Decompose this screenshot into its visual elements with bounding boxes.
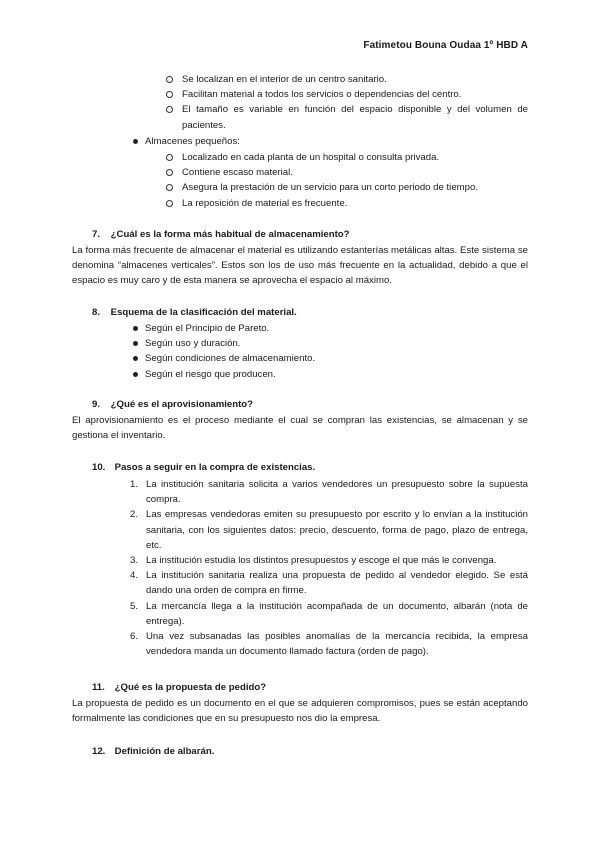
section-11-body: La propuesta de pedido es un documento en el que se adquieren compromisos, pues se están aceptando formalmente las condiciones que en su presupuesto nos dio la empresa. bbox=[72, 698, 528, 725]
purchase-steps-list bbox=[130, 477, 528, 659]
small-stores-subitems bbox=[166, 150, 528, 211]
step-number: 1. bbox=[130, 479, 139, 490]
step-text: La institución estudia los distintos presupuestos y escoge el que más le convenga. bbox=[146, 555, 497, 567]
section-title: ¿Qué es el aprovisionamiento? bbox=[110, 399, 254, 410]
list-item: Según condiciones de almacenamiento. bbox=[133, 351, 528, 366]
section-12-heading bbox=[92, 744, 214, 759]
list-item: Se localizan en el interior de un centro sanitario. bbox=[166, 72, 528, 87]
section-number: 10. bbox=[92, 462, 106, 473]
section-title: ¿Qué es la propuesta de pedido? bbox=[114, 682, 267, 693]
section-title: Definición de albarán. bbox=[114, 746, 215, 757]
list-item bbox=[130, 507, 528, 553]
list-item: Asegura la prestación de un servicio para un corto periodo de tiempo. bbox=[166, 180, 528, 195]
step-text: La mercancía llega a la institución acompañada de un documento, albarán (nota de entrega). bbox=[146, 600, 528, 627]
list-item bbox=[130, 629, 528, 659]
author-header: Fatimetou Bouna Oudaa 1º HBD A bbox=[363, 40, 528, 51]
step-number: 5. bbox=[130, 600, 139, 612]
section-title: Pasos a seguir en la compra de existencias. bbox=[114, 462, 316, 473]
section-title: ¿Cuál es la forma más habitual de almacenamiento? bbox=[110, 229, 350, 240]
list-item bbox=[130, 599, 528, 629]
step-number: 2. bbox=[130, 509, 139, 521]
step-number: 3. bbox=[130, 555, 139, 567]
section-number: 8. bbox=[92, 307, 101, 318]
section-7-body: La forma más frecuente de almacenar el material es utilizando estanterías metálicas altas. Este sistema se denomina “almacenes verticales”. Estos son los de uso más frecuente en la actualidad, debido a que el espacio es muy caro y de esta manera se aprovecha el espacio al máximo. bbox=[72, 245, 528, 287]
list-item bbox=[130, 568, 528, 598]
step-number: 4. bbox=[130, 570, 139, 582]
section-9-heading bbox=[92, 397, 253, 412]
section-number: 12. bbox=[92, 746, 106, 757]
section-number: 11. bbox=[92, 682, 105, 693]
section-9-body: El aprovisionamiento es el proceso mediante el cual se compran las existencias, se almacenan y se gestiona el inventario. bbox=[72, 415, 528, 442]
step-text: La institución sanitaria realiza una propuesta de pedido al vendedor elegido. Se está dando una orden de compra en firme. bbox=[146, 570, 528, 597]
section-7-heading bbox=[92, 227, 350, 242]
list-item: El tamaño es variable en función del espacio disponible y del volumen de pacientes. bbox=[166, 102, 528, 132]
step-text: Una vez subsanadas las posibles anomalías de la mercancía recibida, la empresa vendedora manda un documento llamado factura (orden de pago). bbox=[146, 631, 528, 658]
classification-list bbox=[133, 321, 528, 382]
list-item bbox=[130, 477, 528, 507]
list-item: La reposición de material es frecuente. bbox=[166, 196, 528, 211]
list-item: Localizado en cada planta de un hospital o consulta privada. bbox=[166, 150, 528, 165]
section-10-heading bbox=[92, 460, 315, 475]
large-store-subitems bbox=[166, 72, 528, 133]
list-item: Contiene escaso material. bbox=[166, 165, 528, 180]
list-item: Según el riesgo que producen. bbox=[133, 367, 528, 382]
list-item bbox=[130, 553, 528, 568]
list-item: Según uso y duración. bbox=[133, 336, 528, 351]
step-text: Las empresas vendedoras emiten su presupuesto por escrito y lo envían a la institución sanitaria, con los siguientes datos: precio, descuento, forma de pago, plazo de entrega, etc. bbox=[146, 509, 528, 551]
step-text: La institución sanitaria solicita a varios vendedores un presupuesto sobre la supuesta compra. bbox=[146, 479, 528, 506]
small-stores-label: Almacenes pequeños: bbox=[133, 134, 528, 149]
section-8-heading bbox=[92, 305, 297, 320]
list-item: Según el Principio de Pareto. bbox=[133, 321, 528, 336]
step-number: 6. bbox=[130, 631, 139, 643]
section-number: 7. bbox=[92, 229, 101, 240]
small-stores-list bbox=[133, 134, 528, 149]
section-number: 9. bbox=[92, 399, 101, 410]
section-11-heading bbox=[92, 680, 266, 695]
list-item: Facilitan material a todos los servicios o dependencias del centro. bbox=[166, 87, 528, 102]
section-title: Esquema de la clasificación del material. bbox=[110, 307, 297, 318]
